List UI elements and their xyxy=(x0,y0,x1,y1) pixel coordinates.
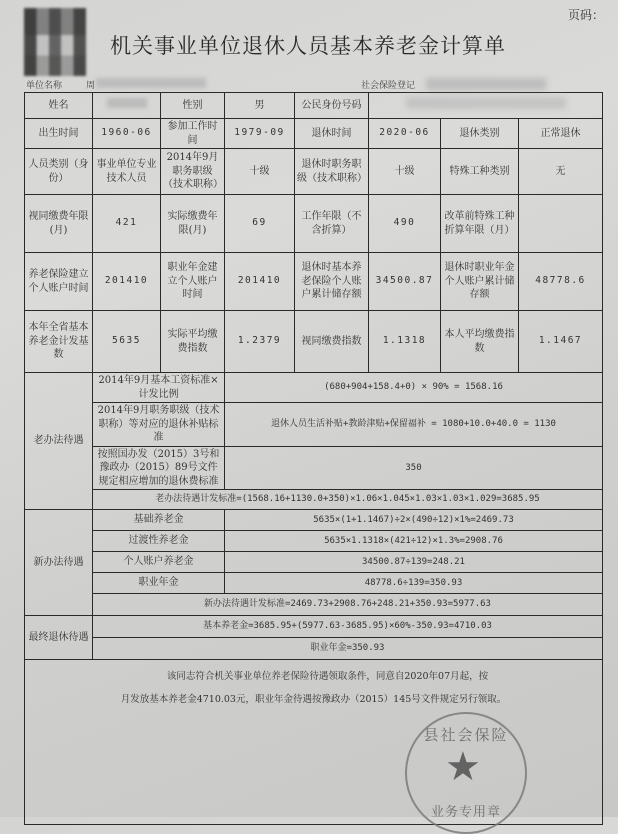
grade-retire-label: 退休时职务职级（技术职称） xyxy=(295,149,369,195)
category-label: 人员类别（身份） xyxy=(25,149,93,195)
base-label: 本年全省基本养老金计发基数 xyxy=(25,311,93,373)
grade2014-value: 十级 xyxy=(225,149,295,195)
new-method-item-value: 48778.6÷139=350.93 xyxy=(225,573,603,594)
new-method-row-1 xyxy=(25,510,603,531)
grade2014-label: 2014年9月职务职级（技术职称） xyxy=(161,149,225,195)
seal-arc-text: 县社会保险 xyxy=(423,726,509,744)
grade-retire-value: 十级 xyxy=(369,149,441,195)
base-value: 5635 xyxy=(93,311,161,373)
row-months xyxy=(25,195,603,253)
new-method-item-label: 职业年金 xyxy=(93,573,225,594)
new-method-total: 新办法待遇计发标准=2469.73+2908.76+248.21+350.93=5977.63 xyxy=(93,594,603,616)
pension-balance-value: 34500.87 xyxy=(369,253,441,311)
id-label: 公民身份号码 xyxy=(295,93,369,119)
document-title: 机关事业单位退休人员基本养老金计算单 xyxy=(110,34,506,58)
old-method-item-value: (680+904+158.4+0) × 90% = 1568.16 xyxy=(225,373,603,403)
old-method-item-label: 按照国办发（2015）3号和豫政办（2015）89号文件规定相应增加的退休费标准 xyxy=(93,446,225,490)
personal-index-label: 本人平均缴费指数 xyxy=(441,311,519,373)
page-number-label: 页码： xyxy=(567,8,604,22)
qr-code-blurred xyxy=(24,8,86,76)
avg-index-value: 1.2379 xyxy=(225,311,295,373)
annuity-balance-value: 48778.6 xyxy=(519,253,603,311)
birth-label: 出生时间 xyxy=(25,119,93,149)
old-method-total-row xyxy=(25,490,603,510)
reform-special-label: 改革前特殊工种折算年限（月） xyxy=(441,195,519,253)
pension-balance-label: 退休时基本养老保险个人账户累计储存额 xyxy=(295,253,369,311)
work-years-value: 490 xyxy=(369,195,441,253)
new-method-row-3 xyxy=(25,552,603,573)
deemed-index-label: 视同缴费指数 xyxy=(295,311,369,373)
gender-value: 男 xyxy=(225,93,295,119)
final-basic-pension: 基本养老金=3685.95+(5977.63-3685.95)×60%-350.93=4710.03 xyxy=(93,616,603,638)
retire-time-value: 2020-06 xyxy=(369,119,441,149)
new-method-item-value: 5635×(1+1.1467)÷2×(490÷12)×1%=2469.73 xyxy=(225,510,603,531)
new-method-item-label: 个人账户养老金 xyxy=(93,552,225,573)
unit-name-label: 单位名称 xyxy=(26,81,63,91)
new-method-item-label: 基础养老金 xyxy=(93,510,225,531)
name-label: 姓名 xyxy=(25,93,93,119)
work-start-value: 1979-09 xyxy=(225,119,295,149)
old-method-row-3 xyxy=(25,446,603,490)
old-method-item-label: 2014年9月基本工资标准×计发比例 xyxy=(93,373,225,403)
personal-index-value: 1.1467 xyxy=(519,311,603,373)
retire-type-label: 退休类别 xyxy=(441,119,519,149)
work-start-label: 参加工作时间 xyxy=(161,119,225,149)
note-line-1: 该同志符合机关事业单位养老保险待遇领取条件，同意自2020年07月起，按 xyxy=(166,671,489,682)
ssn-registration-label: 社会保险登记 xyxy=(361,81,416,91)
new-method-label: 新办法待遇 xyxy=(25,510,93,616)
annuity-acct-value: 201410 xyxy=(225,253,295,311)
name-value-redacted xyxy=(93,93,161,119)
note-line-2: 月发放基本养老金4710.03元，职业年金待遇按豫政办（2015）145号文件规定另行领取。 xyxy=(120,693,507,705)
new-method-total-row xyxy=(25,594,603,616)
old-method-total: 老办法待遇计发标准=(1568.16+1130.0+350)×1.06×1.045×1.03×1.03×1.029=3685.95 xyxy=(93,490,603,510)
new-method-item-value: 5635×1.1318×(421÷12)×1.3%=2908.76 xyxy=(225,531,603,552)
reform-special-value xyxy=(519,195,603,253)
retire-time-label: 退休时间 xyxy=(295,119,369,149)
star-icon: ★ xyxy=(445,744,481,790)
row-dates xyxy=(25,119,603,149)
new-method-row-4 xyxy=(25,573,603,594)
row-name xyxy=(25,93,603,119)
unit-name-prefix: 周 xyxy=(86,81,96,91)
old-method-item-value: 退休人员生活补贴+教龄津贴+保留福补 = 1080+10.0+40.0 = 1130 xyxy=(225,403,603,447)
actual-months-value: 69 xyxy=(225,195,295,253)
special-label: 特殊工种类别 xyxy=(441,149,519,195)
deemed-months-value: 421 xyxy=(93,195,161,253)
category-value: 事业单位专业技术人员 xyxy=(93,149,161,195)
actual-months-label: 实际缴费年限(月) xyxy=(161,195,225,253)
seal-bottom-text: 业务专用章 xyxy=(430,805,501,820)
deemed-months-label: 视同缴费年限(月) xyxy=(25,195,93,253)
calculation-table xyxy=(24,92,603,825)
new-method-item-value: 34500.87÷139=248.21 xyxy=(225,552,603,573)
final-row-annuity xyxy=(25,638,603,660)
special-value: 无 xyxy=(519,149,603,195)
work-years-label: 工作年限（不含折算） xyxy=(295,195,369,253)
new-method-row-2 xyxy=(25,531,603,552)
unit-name-redacted xyxy=(96,78,206,88)
old-method-row-2 xyxy=(25,403,603,447)
old-method-label: 老办法待遇 xyxy=(25,373,93,510)
id-value-redacted xyxy=(369,93,603,119)
final-label: 最终退休待遇 xyxy=(25,616,93,660)
final-row-basic xyxy=(25,616,603,638)
row-accounts xyxy=(25,253,603,311)
ssn-registration-redacted xyxy=(426,78,546,90)
gender-label: 性别 xyxy=(161,93,225,119)
birth-value: 1960-06 xyxy=(93,119,161,149)
official-seal xyxy=(405,712,527,834)
pension-acct-label: 养老保险建立个人账户时间 xyxy=(25,253,93,311)
retire-type-value: 正常退休 xyxy=(519,119,603,149)
row-indices xyxy=(25,311,603,373)
old-method-item-value: 350 xyxy=(225,446,603,490)
old-method-row-1 xyxy=(25,373,603,403)
row-category xyxy=(25,149,603,195)
deemed-index-value: 1.1318 xyxy=(369,311,441,373)
old-method-item-label: 2014年9月职务职级（技术职称）等对应的退休补贴标准 xyxy=(93,403,225,447)
annuity-balance-label: 退休时职业年金个人账户累计储存额 xyxy=(441,253,519,311)
new-method-item-label: 过渡性养老金 xyxy=(93,531,225,552)
annuity-acct-label: 职业年金建立个人账户时间 xyxy=(161,253,225,311)
final-annuity: 职业年金=350.93 xyxy=(93,638,603,660)
avg-index-label: 实际平均缴费指数 xyxy=(161,311,225,373)
pension-acct-value: 201410 xyxy=(93,253,161,311)
